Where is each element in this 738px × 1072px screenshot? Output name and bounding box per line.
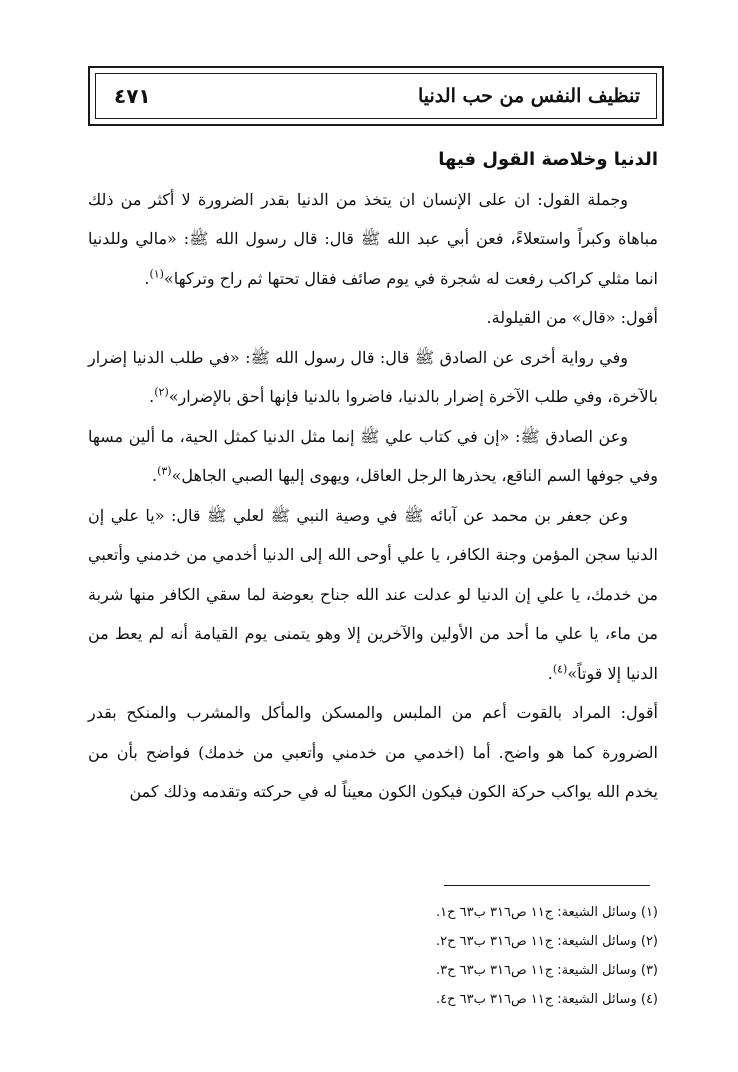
footnote-mark: (٣) [157, 464, 172, 478]
footnote-separator [444, 885, 650, 886]
running-title: تنظيف النفس من حب الدنيا [418, 85, 640, 107]
page-number: ٤٧١ [114, 84, 151, 108]
footnote-mark: (٢) [154, 385, 169, 399]
paragraph: وعن الصادق ﷺ: «إن في كتاب علي ﷺ إنما مثل الدنيا كمثل الحية، ما ألين مسها وفي جوفها السم الناقع، يحذرها الرجل العاقل، ويهوى إليها الصبي الجاهل»$^{(٣)}$. [88, 426, 658, 485]
running-header [88, 66, 664, 126]
paragraph: وفي رواية أخرى عن الصادق ﷺ قال: قال رسول الله ﷺ: «في طلب الدنيا إضرار بالآخرة، وفي طلب الآخرة إضرار بالدنيا، فاضروا بالدنيا فإنها أحق بالإضرار»$^{(٢)}$. [88, 347, 658, 406]
footnote-mark: (١) [149, 267, 164, 281]
paragraph: أقول: «قال» من القيلولة. [486, 308, 658, 327]
footnote: (١) وسائل الشيعة: ج١١ ص٣١٦ ب٦٣ ح١. [435, 905, 658, 920]
main-text [88, 140, 658, 812]
paragraph: وجملة القول: ان على الإنسان ان يتخذ من الدنيا بقدر الضرورة لا أكثر من ذلك مباهاة وكبراً واستعلاءً، فعن أبي عبد الله ﷺ قال: قال رسول الله ﷺ: «مالي وللدنيا انما مثلي كراكب رفعت له شجرة في يوم صائف فقال تحتها ثم راح وتركها»$^{(١)}$. [88, 189, 659, 288]
footnotes [88, 898, 658, 1014]
footnote: (٤) وسائل الشيعة: ج١١ ص٣١٦ ب٦٣ ح٤. [435, 992, 658, 1007]
paragraph: أقول: المراد بالقوت أعم من الملبس والمسكن والمأكل والمشرب والمنكح بقدر الضرورة كما هو واضح. أما (اخدمي من خدمني وأتعبي من خدمك) فواضح بأن من يخدم الله يواكب حركة الكون فيكون الكون معيناً له في حركته وتقدمه وذلك كمن [88, 703, 658, 801]
footnote: (٣) وسائل الشيعة: ج١١ ص٣١٦ ب٦٣ ح٣. [435, 963, 658, 978]
footnote-mark: (٤) [552, 662, 568, 676]
section-heading: الدنيا وخلاصة القول فيها [438, 149, 658, 170]
running-header-inner-frame [95, 73, 657, 119]
footnote: (٢) وسائل الشيعة: ج١١ ص٣١٦ ب٦٣ ح٢. [435, 934, 658, 949]
paragraph: وعن جعفر بن محمد عن آبائه ﷺ في وصية النبي ﷺ لعلي ﷺ قال: «يا علي إن الدنيا سجن المؤمن وجنة الكافر، يا علي أوحى الله إلى الدنيا أخدمي من خدمني وأتعبي من خدمك، يا علي إن الدنيا لو عدلت عند الله جناح بعوضة لما سقي الكافر منها شربة من ماء، يا علي ما أحد من الأولين والآخرين إلا وهو يتمنى يوم القيامة أنه لم يعط من الدنيا إلا قوتاً»$^{(٤)}$. [88, 505, 658, 683]
